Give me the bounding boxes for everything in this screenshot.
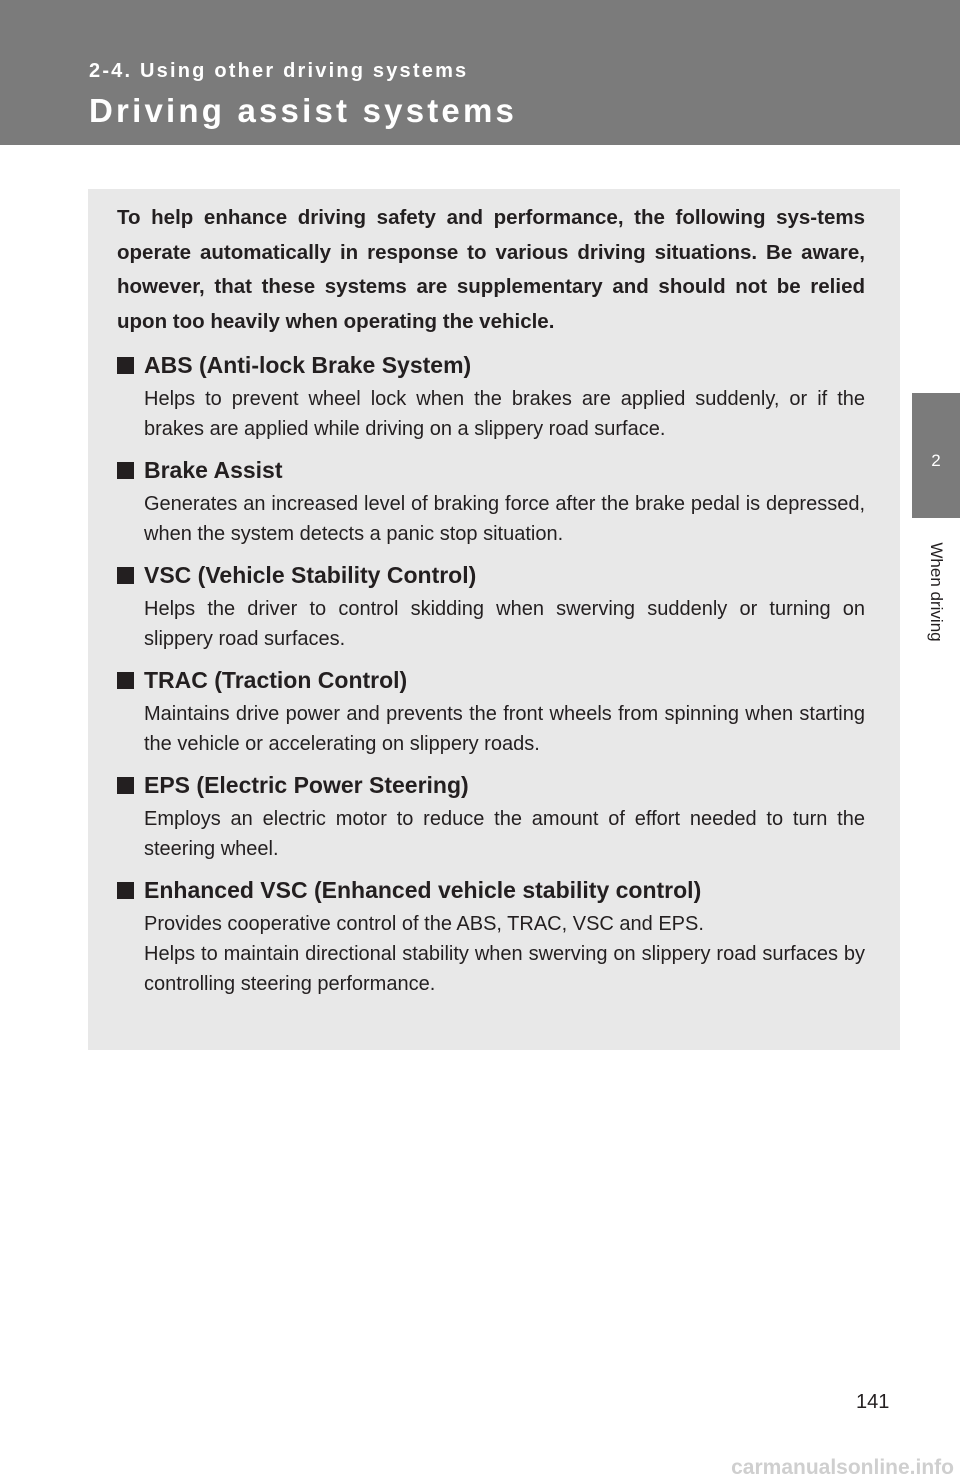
list-item <box>117 873 865 999</box>
item-heading <box>117 873 865 907</box>
item-heading <box>117 768 865 802</box>
page-number: 141 <box>856 1391 890 1413</box>
item-heading-text: TRAC (Traction Control) <box>144 667 408 693</box>
item-body <box>144 804 865 864</box>
item-heading <box>117 348 865 382</box>
square-bullet-icon <box>117 462 134 479</box>
list-item <box>117 348 865 444</box>
item-body <box>144 384 865 444</box>
square-bullet-icon <box>117 777 134 794</box>
item-body-text: Provides cooperative control of the ABS, TRAC, VSC and EPS. <box>144 913 704 935</box>
item-body <box>144 699 865 759</box>
chapter-tab-label: When driving <box>927 542 946 642</box>
square-bullet-icon <box>117 672 134 689</box>
item-heading <box>117 663 865 697</box>
item-body <box>144 909 865 999</box>
list-item <box>117 663 865 759</box>
square-bullet-icon <box>117 882 134 899</box>
item-heading-text: Enhanced VSC (Enhanced vehicle stability control) <box>144 877 702 903</box>
content-box <box>88 189 900 1050</box>
list-item <box>117 558 865 654</box>
item-body <box>144 489 865 549</box>
item-heading <box>117 453 865 487</box>
watermark: carmanualsonline.info <box>731 1456 954 1479</box>
page-title: Driving assist systems <box>89 92 518 129</box>
item-body-text: Helps to prevent wheel lock when the brakes are applied suddenly, or if the brakes are applied while driving on a slippery road surface. <box>144 388 865 440</box>
item-heading-text: ABS (Anti-lock Brake System) <box>144 352 472 378</box>
item-heading-text: VSC (Vehicle Stability Control) <box>144 562 477 588</box>
item-body-text: Employs an electric motor to reduce the amount of effort needed to turn the steering wheel. <box>144 808 865 860</box>
list-item <box>117 768 865 864</box>
header-band <box>0 0 960 145</box>
chapter-tab-number: 2 <box>912 393 960 518</box>
item-body-text: Generates an increased level of braking force after the brake pedal is depressed, when the system detects a panic stop situation. <box>144 493 865 545</box>
item-heading-text: EPS (Electric Power Steering) <box>144 772 469 798</box>
item-body-text: Maintains drive power and prevents the front wheels from spinning when starting the vehicle or accelerating on slippery roads. <box>144 703 865 755</box>
item-heading <box>117 558 865 592</box>
square-bullet-icon <box>117 567 134 584</box>
intro-paragraph: To help enhance driving safety and performance, the following sys-tems operate automatically in response to various driving situations. Be aware, however, that these systems are supplementary and should not be relied upon too heavily when operating the vehicle. <box>117 206 865 333</box>
square-bullet-icon <box>117 357 134 374</box>
chapter-tab <box>912 522 960 667</box>
item-body <box>144 594 865 654</box>
item-body-text: Helps the driver to control skidding when swerving suddenly or turning on slippery road surfaces. <box>144 598 865 650</box>
item-body-text: Helps to maintain directional stability when swerving on slippery road surfaces by controlling steering performance. <box>144 943 865 995</box>
section-label: 2-4. Using other driving systems <box>89 60 469 82</box>
list-item <box>117 453 865 549</box>
item-heading-text: Brake Assist <box>144 457 283 483</box>
